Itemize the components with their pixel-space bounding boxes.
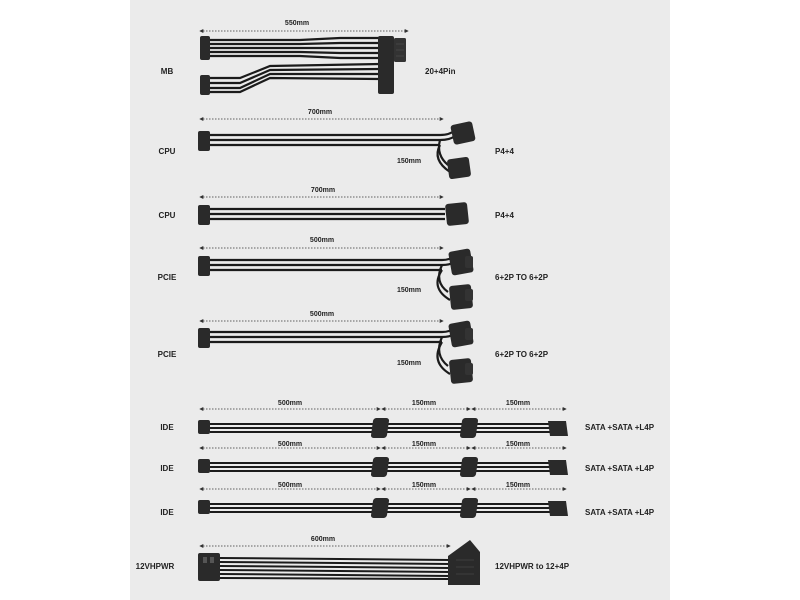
length-label: 150mm xyxy=(505,400,531,407)
connector-label-ide-2: SATA +SATA +L4P xyxy=(585,464,655,473)
cable-pcie-2 xyxy=(198,320,474,384)
cable-ide-1 xyxy=(198,409,568,438)
length-label: 700mm xyxy=(310,187,336,194)
length-label: 700mm xyxy=(307,109,333,116)
length-label: 500mm xyxy=(277,441,303,448)
length-label: 600mm xyxy=(310,536,336,543)
cable-label-ide-2: IDE xyxy=(160,464,174,473)
length-label: 150mm xyxy=(397,158,422,165)
length-label: 150mm xyxy=(397,287,422,294)
cable-ide-3 xyxy=(198,489,568,518)
cable-label-12vhpwr: 12VHPWR xyxy=(135,562,175,571)
connector-label-ide-1: SATA +SATA +L4P xyxy=(585,423,655,432)
length-label: 150mm xyxy=(411,400,437,407)
connector-label-mb: 20+4Pin xyxy=(425,67,456,76)
cable-12vhpwr xyxy=(198,540,480,585)
connector-label-cpu-1: P4+4 xyxy=(495,147,514,156)
cable-cpu-1 xyxy=(198,119,476,179)
connector-label-pcie-1: 6+2P TO 6+2P xyxy=(495,273,549,282)
length-label: 150mm xyxy=(505,441,531,448)
length-label: 500mm xyxy=(309,311,335,318)
connector-label-12vhpwr: 12VHPWR to 12+4P xyxy=(495,562,570,571)
cable-label-pcie-2: PCIE xyxy=(157,350,177,359)
length-label: 150mm xyxy=(505,482,531,489)
connector-label-pcie-2: 6+2P TO 6+2P xyxy=(495,350,549,359)
connector-label-cpu-2: P4+4 xyxy=(495,211,514,220)
cable-label-ide-1: IDE xyxy=(160,423,174,432)
length-label: 150mm xyxy=(411,441,437,448)
cable-label-cpu-1: CPU xyxy=(158,147,176,156)
length-label: 150mm xyxy=(397,360,422,367)
cable-label-pcie-1: PCIE xyxy=(157,273,177,282)
cable-label-mb: MB xyxy=(160,67,174,76)
length-label: 500mm xyxy=(277,400,303,407)
cable-cpu-2 xyxy=(198,197,469,226)
length-label: 500mm xyxy=(309,237,335,244)
length-label: 500mm xyxy=(277,482,303,489)
cable-pcie-1 xyxy=(198,248,474,310)
cable-label-ide-3: IDE xyxy=(160,508,174,517)
length-label: 550mm xyxy=(284,20,310,27)
cable-label-cpu-2: CPU xyxy=(158,211,176,220)
cable-ide-2 xyxy=(198,448,568,477)
length-label: 150mm xyxy=(411,482,437,489)
cable-mb xyxy=(200,31,408,95)
connector-label-ide-3: SATA +SATA +L4P xyxy=(585,508,655,517)
